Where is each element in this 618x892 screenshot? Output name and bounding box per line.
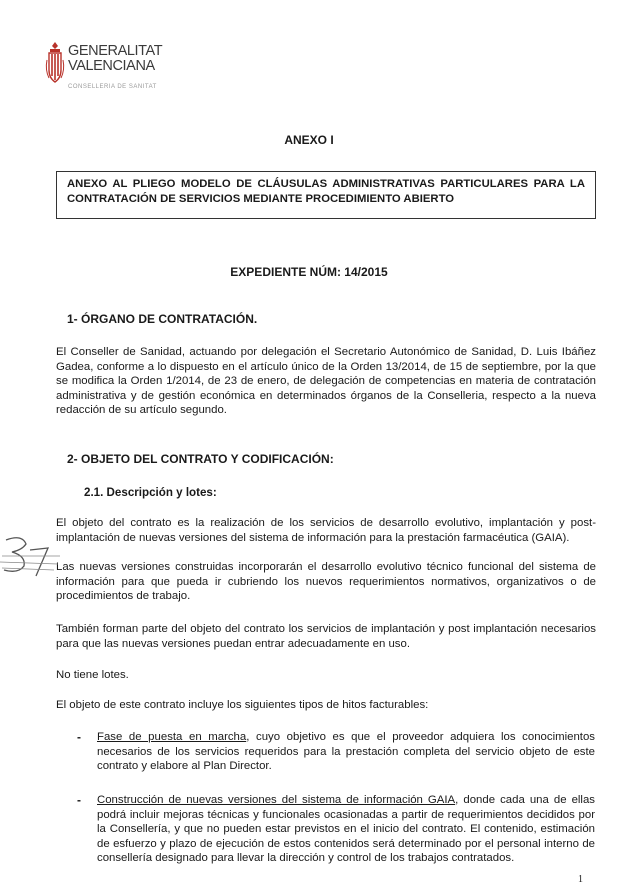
coat-of-arms-icon bbox=[44, 40, 66, 88]
logo-line-2: VALENCIANA bbox=[68, 58, 155, 74]
annex-box-title: ANEXO AL PLIEGO MODELO DE CLÁUSULAS ADMINISTRATIVAS PARTICULARES PARA LA CONTRATACIÓN DE SERVICIOS MEDIANTE PROCEDIMIENTO ABIERTO bbox=[56, 171, 596, 219]
section-2-paragraph-2: Las nuevas versiones construidas incorporarán el desarrollo evolutivo técnico funcional del sistema de información para que pueda ir cubriendo los nuevos requerimientos normativos, organizativos o de procedimientos de trabajo. bbox=[56, 561, 596, 602]
bullet-1-lead: Fase de puesta en marcha bbox=[97, 731, 247, 743]
section-2-paragraph-5: El objeto de este contrato incluye los siguientes tipos de hitos facturables: bbox=[56, 699, 429, 711]
generalitat-logo bbox=[44, 40, 174, 100]
section-2-paragraph-4: No tiene lotes. bbox=[56, 669, 129, 681]
section-2-1-subheading: 2.1. Descripción y lotes: bbox=[84, 486, 217, 499]
section-2-heading: 2- OBJETO DEL CONTRATO Y CODIFICACIÓN: bbox=[67, 452, 334, 466]
bullet-item-1 bbox=[97, 730, 595, 774]
bullet-1-text: , cuyo objetivo es que el proveedor adquiera los conocimientos necesarios de los servicios requeridos para la prestación completa del servicio objeto de este contrato y elabore al Plan Director. bbox=[97, 731, 595, 772]
section-1-paragraph: El Conseller de Sanidad, actuando por delegación el Secretario Autonómico de Sanidad, D. Luis Ibáñez Gadea, conforme a lo dispuesto en el artículo único de la Orden 13/2014, de 15 de septiembre, por la que se modifica la Orden 1/2014, de 23 de enero, de delegación de competencias en materia de contratación administrativa y de gestión económica en determinados órganos de la Conselleria, respecto a la nueva redacción de su artículo segundo. bbox=[56, 346, 596, 416]
logo-line-1: GENERALITAT bbox=[68, 43, 163, 59]
annex-title: ANEXO I bbox=[284, 133, 334, 147]
bullet-2-text: , donde cada una de ellas podrá incluir mejoras técnicas y funcionales ocasionadas a partir de requerimientos decididos por la Consellería, y que no pueden estar previstos en el inicio del contrato. El contenido, estimación de esfuerzo y plazo de ejecución de estos contenidos será determinado por el personal interno de consellería designado para llevar la dirección y control de los trabajos contratados. bbox=[97, 794, 595, 864]
section-2-paragraph-3: También forman parte del objeto del contrato los servicios de implantación y post implantación necesarios para que las nuevas versiones puedan entrar adecuadamente en uso. bbox=[56, 623, 596, 650]
section-2-paragraph-1: El objeto del contrato es la realización de los servicios de desarrollo evolutivo, implantación y post-implantación de nuevas versiones del sistema de información para la prestación farmacéutica (GAIA). bbox=[56, 517, 596, 544]
bullet-dash-2: - bbox=[77, 793, 81, 807]
bullet-item-2 bbox=[97, 793, 595, 866]
expediente-number: EXPEDIENTE NÚM: 14/2015 bbox=[230, 265, 388, 279]
page-number: 1 bbox=[578, 874, 583, 885]
handwritten-annotation-icon bbox=[0, 520, 66, 590]
bullet-dash-1: - bbox=[77, 730, 81, 744]
section-1-heading: 1- ÓRGANO DE CONTRATACIÓN. bbox=[67, 312, 258, 326]
bullet-2-lead: Construcción de nuevas versiones del sistema de información GAIA bbox=[97, 794, 456, 806]
logo-subtitle: CONSELLERIA DE SANITAT bbox=[68, 84, 157, 90]
